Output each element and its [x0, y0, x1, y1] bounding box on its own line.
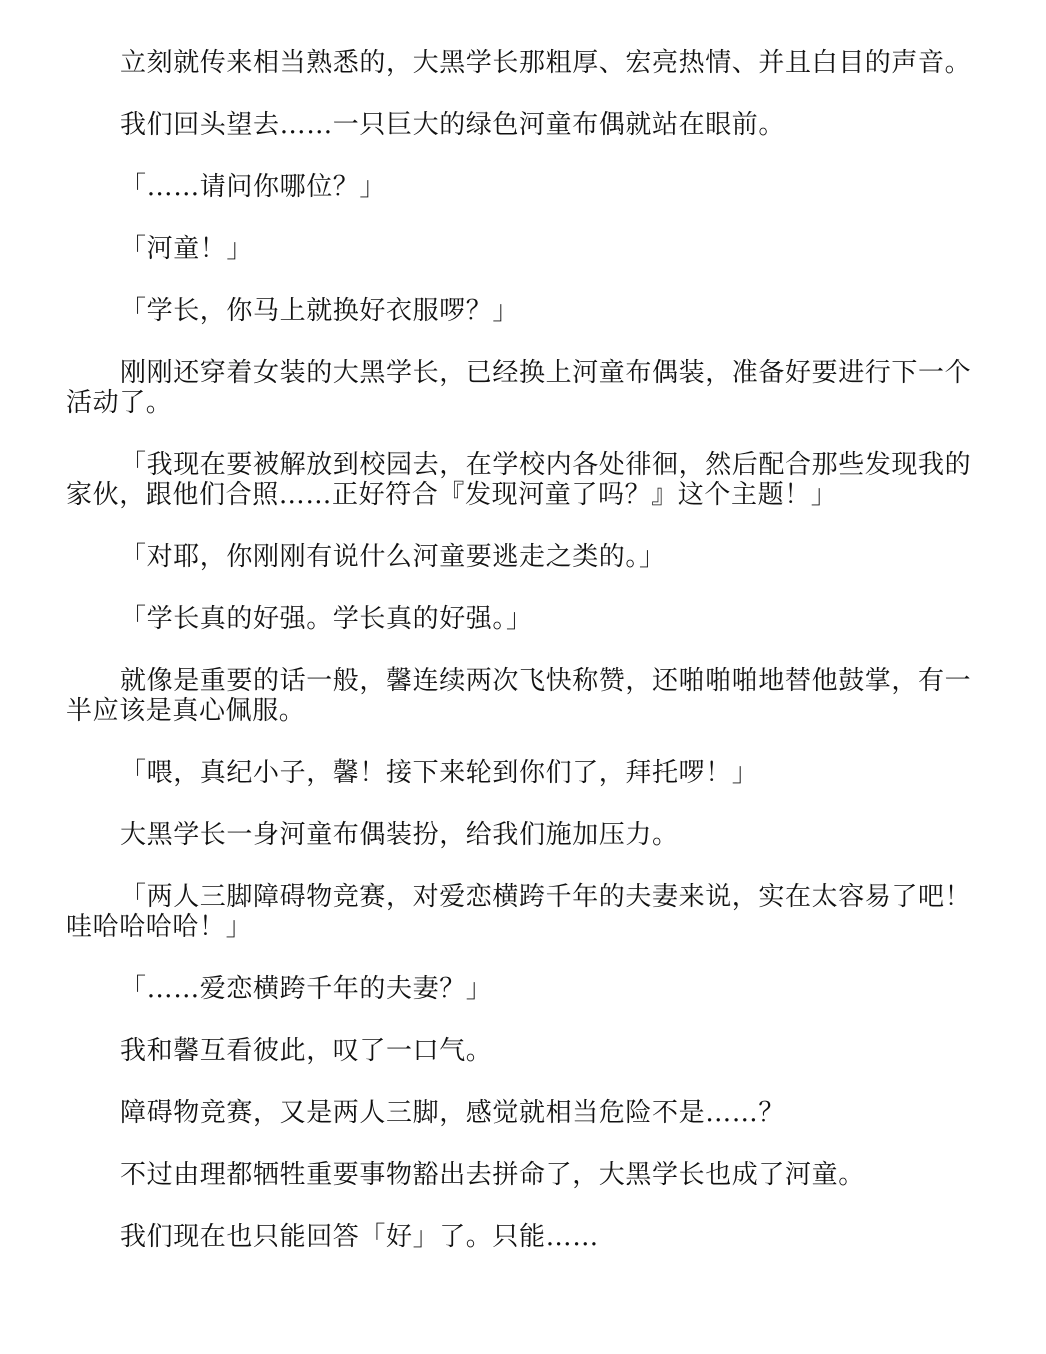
dialogue-line: 「对耶，你刚刚有说什么河童要逃走之类的。」 [120, 542, 666, 572]
paragraph: 不过由理都牺牲重要事物豁出去拼命了，大黑学长也成了河童。 [120, 1160, 865, 1190]
paragraph: 刚刚还穿着女装的大黑学长，已经换上河童布偶装，准备好要进行下一个活动了。 [66, 358, 972, 418]
dialogue-line: 「学长真的好强。学长真的好强。」 [120, 604, 533, 634]
dialogue-line: 「两人三脚障碍物竞赛，对爱恋横跨千年的夫妻来说，实在太容易了吧！哇哈哈哈哈！」 [66, 882, 972, 942]
dialogue-line: 「……请问你哪位？」 [120, 172, 387, 202]
dialogue-line: 「喂，真纪小子，馨！接下来轮到你们了，拜托啰！」 [120, 758, 759, 788]
paragraph: 我和馨互看彼此，叹了一口气。 [120, 1036, 493, 1066]
paragraph: 障碍物竞赛，又是两人三脚，感觉就相当危险不是……？ [120, 1098, 786, 1128]
dialogue-line: 「河童！」 [120, 234, 254, 264]
dialogue-line: 「学长，你马上就换好衣服啰？」 [120, 296, 520, 326]
paragraph: 大黑学长一身河童布偶装扮，给我们施加压力。 [120, 820, 679, 850]
dialogue-line: 「……爱恋横跨千年的夫妻？」 [120, 974, 493, 1004]
paragraph: 就像是重要的话一般，馨连续两次飞快称赞，还啪啪啪地替他鼓掌，有一半应该是真心佩服。 [66, 666, 972, 726]
paragraph: 我们现在也只能回答「好」了。只能…… [120, 1222, 599, 1252]
paragraph: 我们回头望去……一只巨大的绿色河童布偶就站在眼前。 [120, 110, 786, 140]
paragraph: 立刻就传来相当熟悉的，大黑学长那粗厚、宏亮热情、并且白目的声音。 [120, 48, 972, 78]
dialogue-line: 「我现在要被解放到校园去，在学校内各处徘徊，然后配合那些发现我的家伙，跟他们合照……正好符合『发现河童了吗？』这个主题！」 [66, 450, 972, 510]
